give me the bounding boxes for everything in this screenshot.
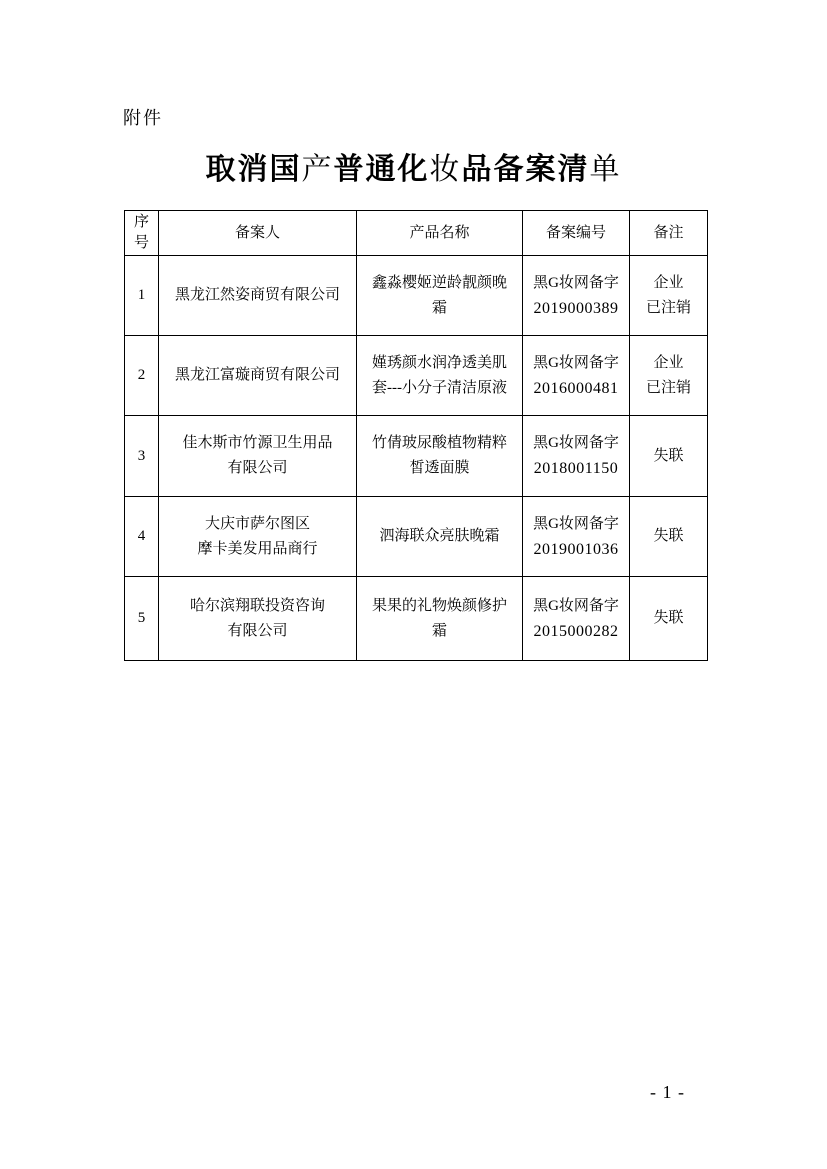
title-segment: 单 bbox=[589, 153, 622, 186]
filing-table bbox=[124, 210, 708, 661]
cell-filer bbox=[159, 336, 357, 416]
cell-filer bbox=[159, 497, 357, 577]
remark-line: 企业 bbox=[653, 354, 684, 371]
reg-number: 2019000389 bbox=[533, 299, 619, 317]
remark-line: 失联 bbox=[653, 610, 684, 626]
table-row bbox=[125, 336, 708, 416]
attachment-label: 附件 bbox=[123, 108, 163, 128]
reg-prefix: 黑G妆网备字 bbox=[533, 274, 619, 291]
cell-remark bbox=[630, 256, 708, 336]
cell-remark bbox=[630, 416, 708, 497]
title-segment: 妆 bbox=[429, 153, 462, 186]
title-segment: 取消国 bbox=[205, 153, 302, 186]
cell-product bbox=[357, 497, 523, 577]
filer-line: 有限公司 bbox=[227, 460, 288, 476]
product-line: 套---小分子清洁原液 bbox=[372, 379, 507, 396]
product-line: 皙透面膜 bbox=[409, 460, 470, 476]
cell-remark bbox=[630, 577, 708, 661]
header-index: 序号 bbox=[125, 211, 159, 256]
filer-line: 摩卡美发用品商行 bbox=[197, 540, 318, 557]
cell-index: 4 bbox=[125, 497, 159, 577]
product-line: 霜 bbox=[431, 622, 447, 639]
product-line: 泗海联众亮肤晚霜 bbox=[379, 528, 500, 544]
product-line: 霜 bbox=[431, 299, 447, 316]
title-segment: 品备案清 bbox=[461, 153, 590, 186]
table-row bbox=[125, 497, 708, 577]
cell-index: 2 bbox=[125, 336, 159, 416]
table-row bbox=[125, 256, 708, 336]
header-product: 产品名称 bbox=[357, 211, 523, 256]
cell-filer bbox=[159, 256, 357, 336]
table-header-row bbox=[125, 211, 708, 256]
filer-line: 哈尔滨翔联投资咨询 bbox=[189, 597, 325, 614]
cell-product bbox=[357, 336, 523, 416]
filer-line: 黑龙江然姿商贸有限公司 bbox=[174, 287, 340, 303]
filer-line: 黑龙江富璇商贸有限公司 bbox=[174, 367, 340, 383]
filer-line: 大庆市萨尔图区 bbox=[204, 515, 310, 532]
reg-number: 2015000282 bbox=[533, 622, 619, 640]
cell-remark bbox=[630, 336, 708, 416]
product-line: 嫤琇颜水润净透美肌 bbox=[371, 354, 507, 371]
cell-reg-number bbox=[523, 336, 630, 416]
reg-number: 2016000481 bbox=[533, 379, 619, 397]
remark-line: 已注销 bbox=[645, 379, 691, 396]
cell-reg-number bbox=[523, 416, 630, 497]
cell-index: 5 bbox=[125, 577, 159, 661]
cell-index: 1 bbox=[125, 256, 159, 336]
page-number: - 1 - bbox=[650, 1082, 685, 1102]
product-line: 鑫淼樱姬逆龄靓颜晚 bbox=[371, 274, 507, 291]
remark-line: 已注销 bbox=[645, 299, 691, 316]
product-line: 果果的礼物焕颜修护 bbox=[371, 597, 507, 614]
cell-index: 3 bbox=[125, 416, 159, 497]
reg-prefix: 黑G妆网备字 bbox=[533, 354, 619, 371]
product-line: 竹倩玻尿酸植物精粹 bbox=[371, 435, 507, 451]
header-reg-number: 备案编号 bbox=[523, 211, 630, 256]
filer-line: 佳木斯市竹源卫生用品 bbox=[182, 435, 333, 451]
cell-product bbox=[357, 577, 523, 661]
cell-remark bbox=[630, 497, 708, 577]
reg-number: 2019001036 bbox=[533, 540, 619, 558]
header-filer: 备案人 bbox=[159, 211, 357, 256]
page-title bbox=[0, 144, 827, 188]
remark-line: 企业 bbox=[653, 274, 684, 291]
header-remark: 备注 bbox=[630, 211, 708, 256]
cell-filer bbox=[159, 577, 357, 661]
reg-number: 2018001150 bbox=[533, 460, 619, 477]
title-segment: 普通化 bbox=[333, 153, 430, 186]
cell-reg-number bbox=[523, 577, 630, 661]
table-row bbox=[125, 416, 708, 497]
table-row bbox=[125, 577, 708, 661]
reg-prefix: 黑G妆网备字 bbox=[533, 515, 619, 532]
reg-prefix: 黑G妆网备字 bbox=[533, 597, 619, 614]
remark-line: 失联 bbox=[653, 447, 684, 464]
reg-prefix: 黑G妆网备字 bbox=[533, 435, 619, 451]
cell-filer bbox=[159, 416, 357, 497]
filer-line: 有限公司 bbox=[227, 622, 288, 639]
cell-product bbox=[357, 256, 523, 336]
cell-product bbox=[357, 416, 523, 497]
title-segment: 产 bbox=[301, 153, 334, 186]
remark-line: 失联 bbox=[653, 528, 684, 544]
cell-reg-number bbox=[523, 497, 630, 577]
cell-reg-number bbox=[523, 256, 630, 336]
